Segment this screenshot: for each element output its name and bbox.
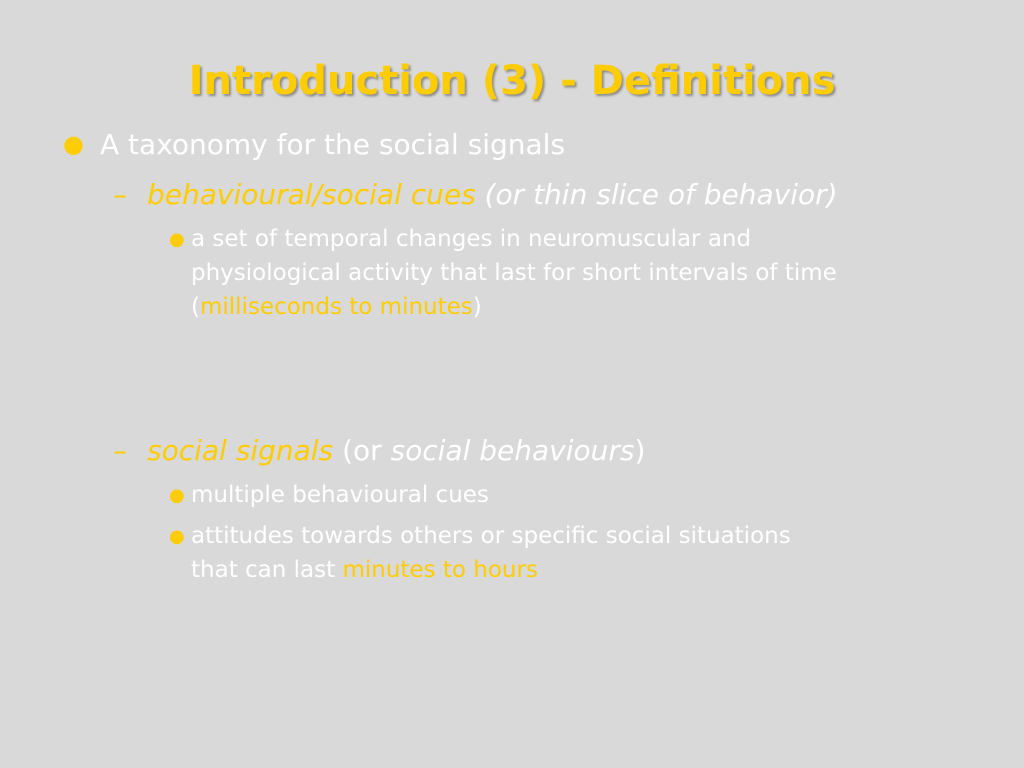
bullet-taxonomy: A taxonomy for the social signals <box>100 128 566 161</box>
bullet-dot: ● <box>63 130 84 158</box>
signals-item2-line2: that can last minutes to hours <box>191 557 538 583</box>
signals-item-1: multiple behavioural cues <box>191 482 489 508</box>
bullet-dot: ● <box>169 229 185 250</box>
dash-signals: – <box>113 434 127 467</box>
cues-desc-line2: physiological activity that last for short intervals of time <box>191 260 837 286</box>
bullet-dot: ● <box>169 485 185 506</box>
signals-item2-line1: attitudes towards others or specific social situations <box>191 523 791 549</box>
cues-duration: milliseconds to minutes <box>199 294 473 320</box>
cues-desc-line3: (milliseconds to minutes) <box>191 294 482 320</box>
term-cues: behavioural/social cues <box>147 178 476 211</box>
slide-title: Introduction (3) - Definitions <box>188 58 836 104</box>
subitem-cues <box>147 178 838 212</box>
subitem-signals: social signals (or social behaviours) <box>147 434 646 467</box>
cues-desc-line1: a set of temporal changes in neuromuscular and <box>191 226 752 252</box>
term-behaviours: social behaviours <box>390 434 635 467</box>
term-signals: social signals <box>147 434 334 467</box>
signals-item-2 <box>191 519 791 587</box>
dash-cues: – <box>113 178 127 211</box>
signals-duration: minutes to hours <box>342 557 538 583</box>
note-cues: (or thin slice of behavior) <box>484 178 838 211</box>
bullet-dot: ● <box>169 526 185 547</box>
cues-description <box>191 222 837 324</box>
